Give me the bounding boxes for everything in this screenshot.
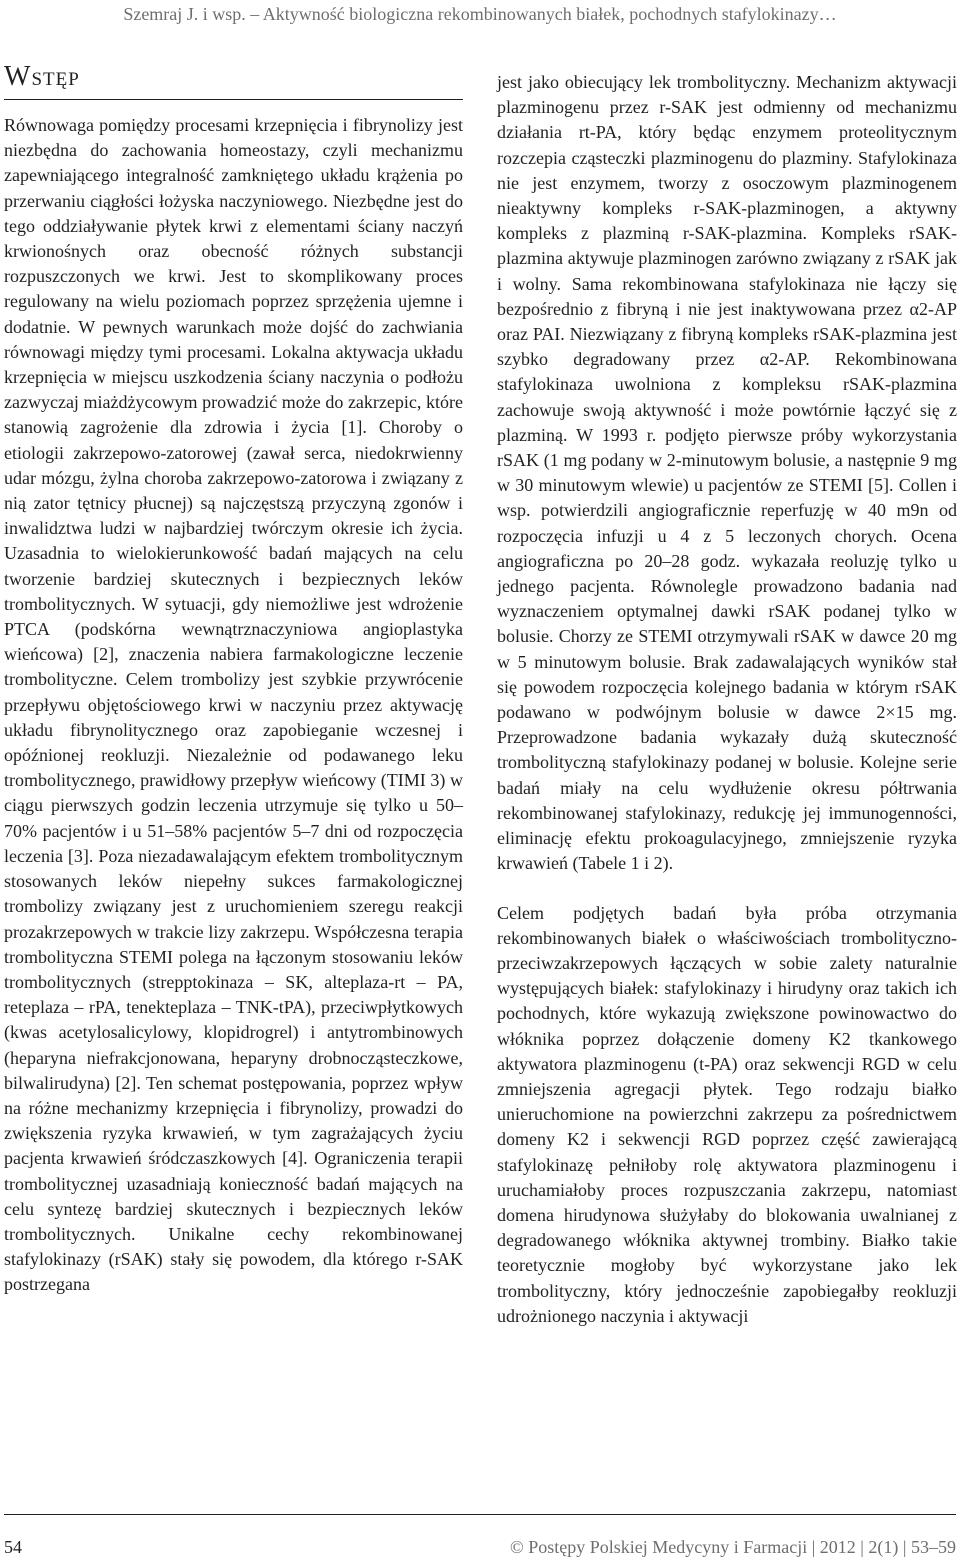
mechanism-paragraph: jest jako obiecujący lek trombolityczny. Mechanizm aktywacji plazminogenu przez r-SAK jest odmienny od mechanizmu działania rt-PA, który będąc enzymem proteolitycznym rozczepia cząsteczki plazminogenu do plazminy. Stafylokinaza nie jest enzymem, tworzy z osoczowym plazminogenem nieaktywny kompleks r-SAK-plazminogen, a aktywny kompleks z plazminą r-SAK-plazmina. Kompleks rSAK-plazmina aktywuje plazminogen zarówno związany z rSAK jak i wolny. Sama rekombinowana stafylokinaza nie łączy się bezpośrednio z fibryną i nie jest inaktywowana przez α2-AP oraz PAI. Niezwiązany z fibryną kompleks rSAK-plazmina jest szybko degradowany przez α2-AP. Rekombinowana stafylokinaza uwolniona z kompleksu rSAK-plazmina zachowuje swoją aktywność i może powtórnie łączyć się z plazminą. W 1993 r. podjęto pierwsze próby wykorzystania rSAK (1 mg podany w 2-minutowym bolusie, a następnie 9 mg w 30 minutowym wlewie) u pacjentów ze STEMI [5]. Collen i wsp. potwierdzili angiograficznie reperfuzję w 40 m9n od rozpoczęcia infuzji u 4 z 5 leczonych chorych. Ocena angiograficzna po 20–28 godz. wykazała reoluzję tylko u jednego pacjenta. Równolegle prowadzono badania nad wyznaczeniem optymalnej dawki rSAK podanej tylko w bolusie. Chorzy ze STEMI otrzymywali rSAK w dawce 20 mg w 5 minutowym bolusie. Brak zadawalających wyników stał się powodem rozpoczęcia kolejnego badania w którym rSAK podawano w podwójnym bolusie w dawce 2×15 mg. Przeprowadzone badania wykazały dużą skuteczność trombolityczną stafylokinazy podanej w bolusie. Kolejne serie badań miały na celu wydłużenie okresu półtrwania rekombinowanej stafylokinazy, redukcję jej immunogenności, eliminację efektu prokoagulacyjnego, zmniejszenie ryzyka krwawień (Tabele 1 i 2). bbox=[497, 72, 957, 874]
right-column bbox=[497, 70, 957, 1329]
intro-paragraph: Równowaga pomiędzy procesami krzepnięcia i fibrynolizy jest niezbędna do zachowania homeostazy, czyli mechanizmu zapewniającego integralność zamkniętego układu krążenia po przerwaniu ciągłości łożyska naczyniowego. Niezbędne jest do tego oddziaływanie płytek krwi z elementami ściany naczyń krwionośnych oraz obecność różnych substancji rozpuszczonych we krwi. Jest to skomplikowany proces regulowany na wielu poziomach poprzez sprzężenia ujemne i dodatnie. W pewnych warunkach może dojść do zachwiania równowagi między tymi procesami. Lokalna aktywacja układu krzepnięcia w miejscu uszkodzenia ściany naczynia o podłożu zazwyczaj miażdżycowym prowadzić może do zakrzepic, które stanowią zagrożenie dla zdrowia i życia [1]. Choroby o etiologii zakrzepowo-zatorowej (zawał serca, niedokrwienny udar mózgu, żylna choroba zakrzepowo-zatorowa i związany z nią zator tętnicy płucnej) są najczęstszą przyczyną zgonów i inwalidztwa ludzi w najbardziej twórczym okresie ich życia. Uzasadnia to wielokierunkowość badań mających na celu tworzenie bardziej skutecznych i bezpiecznych leków trombolitycznych. W sytuacji, gdy niemożliwe jest wdrożenie PTCA (podskórna wewnątrznaczyniowa angioplastyka wieńcowa) [2], znaczenia nabiera farmakologiczne leczenie trombolityczne. Celem trombolizy jest szybkie przywrócenie przepływu objętościowego krwi w naczyniu przez aktywację układu fibrynolitycznego oraz zapobieganie wczesnej i opóźnionej reokluzji. Niezależnie od podawanego leku trombolitycznego, prawidłowy przepływ wieńcowy (TIMI 3) w ciągu pierwszych godzin leczenia utrzymuje się tylko u 50–70% pacjentów i u 51–58% pacjentów 5–7 dni od rozpoczęcia leczenia [3]. Poza niezadawalającym efektem trombolitycznym stosowanych leków niepełny sukces farmakologicznej trombolizy związany jest z uruchomieniem szeregu reakcji prozakrzepowych w trakcie lizy zakrzepu. Współczesna terapia trombolityczna STEMI polega na łączonym stosowaniu leków trombolitycznych (strepptokinaza – SK, alteplaza-rt – PA, reteplaza – rPA, tenekteplaza – TNK-tPA), przeciwpłytkowych (kwas acetylosalicylowy, klopidrogrel) i antytrombinowych (heparyna niefrakcjonowana, heparyny drobnocząsteczkowe, bilwalirudyna) [2]. Ten schemat postępowania, poprzez wpływ na różne mechanizmy krzepnięcia i fibrynolizy, prowadzi do zwiększenia ryzyka krwawień, w tym zagrażających życiu pacjenta krwawień śródczaszkowych [4]. Ograniczenia terapii trombolitycznej uzasadniają konieczność badań mających na celu syntezę bardziej skutecznych i bezpiecznych leków trombolitycznych. Unikalne cechy rekombinowanej stafylokinazy (rSAK) stały się powodem, dla którego r-SAK postrzegana bbox=[4, 115, 463, 1295]
left-column bbox=[4, 113, 463, 1298]
section-title-initial: W bbox=[4, 61, 32, 92]
footer-divider bbox=[4, 1514, 956, 1515]
page-number: 54 bbox=[4, 1537, 22, 1557]
running-head: Szemraj J. i wsp. – Aktywność biologiczna rekombinowanych białek, pochodnych stafylokinazy… bbox=[123, 4, 837, 24]
aim-paragraph: Celem podjętych badań była próba otrzymania rekombinowanych białek o właściwościach trombolityczno-przeciwzakrzepowych łączących w sobie zalety naturalnie występujących białek: stafylokinazy i hirudyny oraz takich ich pochodnych, które wykazują zwiększone powinowactwo do włóknika poprzez dołączenie domeny K2 tkankowego aktywatora plazminogenu (t-PA) oraz sekwencji RGD w celu zmniejszenia agregacji płytek. Tego rodzaju białko unieruchomione na powierzchni zakrzepu za pośrednictwem domeny K2 i sekwencji RGD poprzez część zawierającą stafylokinazę pełniłoby rolę aktywatora plazminogenu i uruchamiałoby proces rozpuszczania zakrzepu, natomiast domena hirudynowa służyłaby do blokowania uwalnianej z degradowanego włóknika aktywnej trombiny. Białko takie teoretycznie mogłoby być wykorzystane jako lek trombolityczny, który jednocześnie zapobiegałby reokluzji udrożnionego naczynia i aktywacji bbox=[497, 902, 957, 1326]
journal-citation: © Postępy Polskiej Medycyny i Farmacji | 2012 | 2(1) | 53–59 bbox=[510, 1537, 956, 1557]
section-title bbox=[4, 60, 463, 100]
section-title-rest: STĘP bbox=[31, 69, 80, 90]
